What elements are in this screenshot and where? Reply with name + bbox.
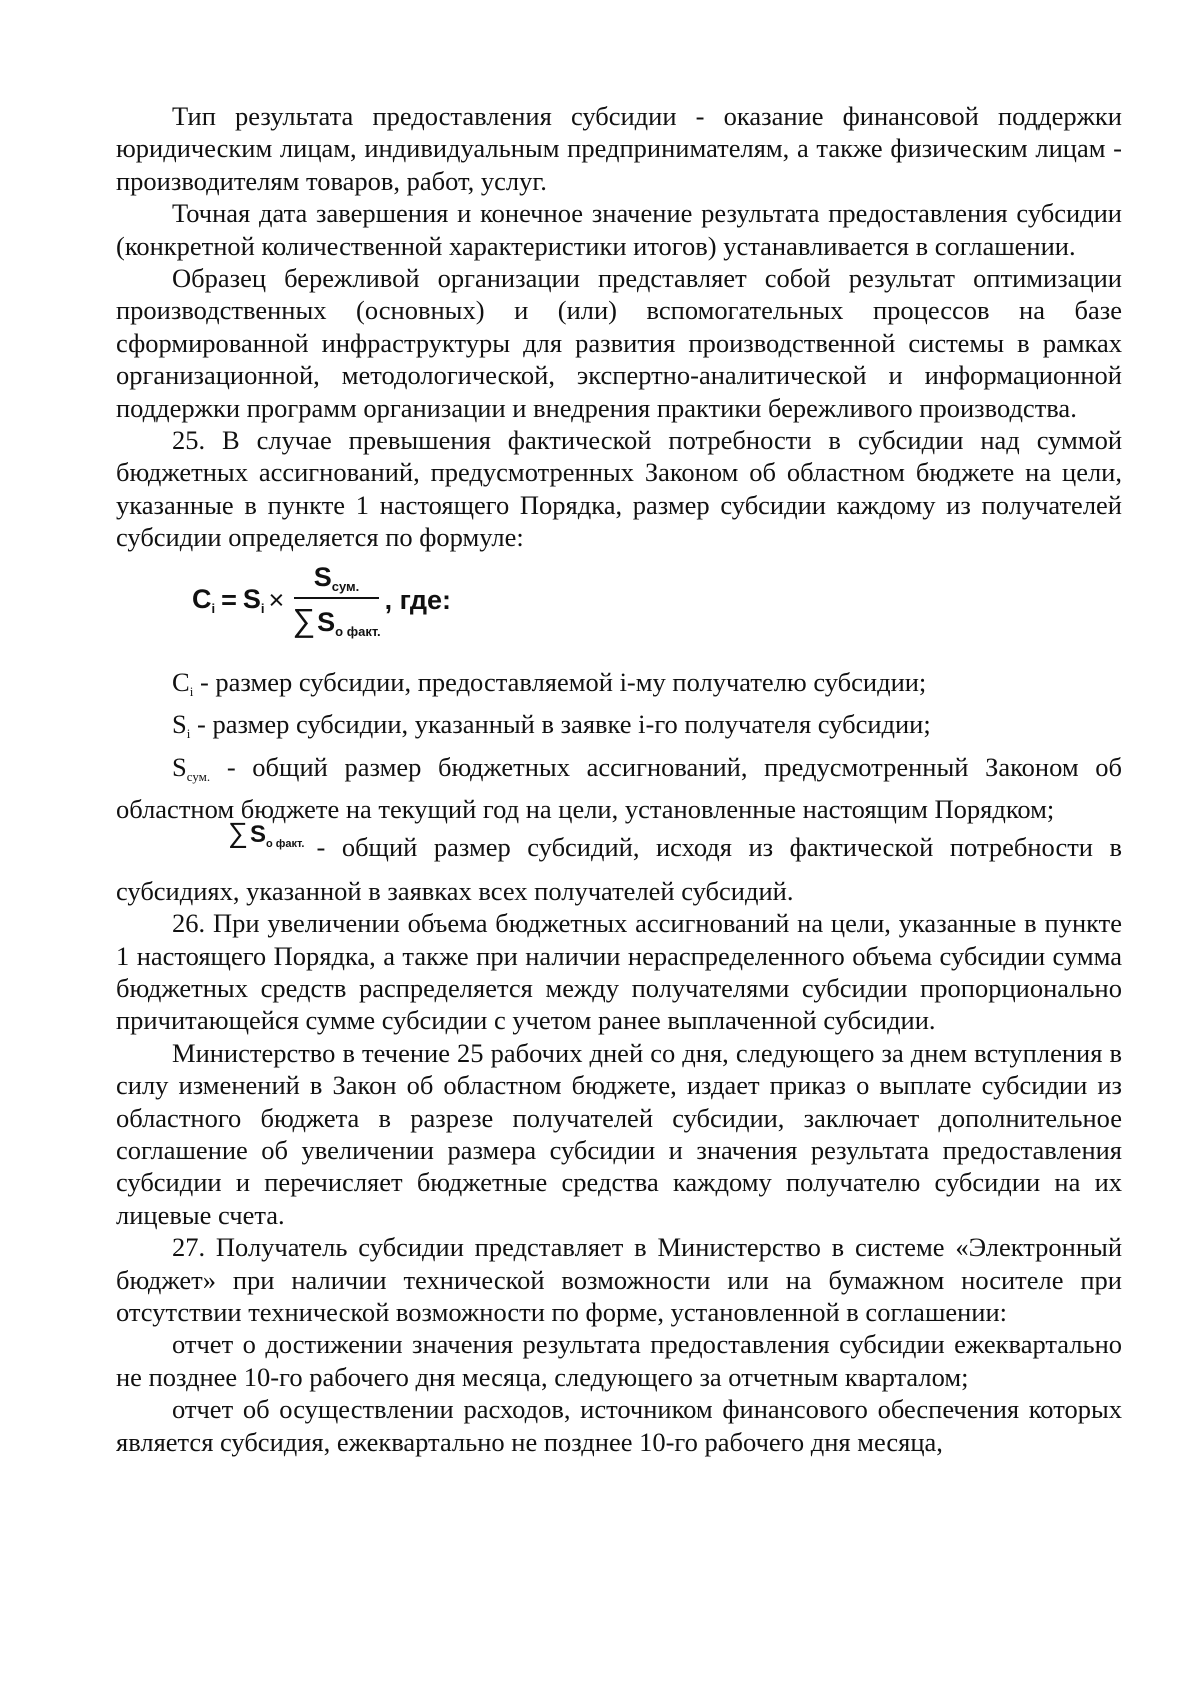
document-page bbox=[116, 100, 1122, 1458]
paragraph-report-result: отчет о достижении значения результата предоставления субсидии ежеквартально не позднее 10-го рабочего дня месяца, следующего за отчетным кварталом; bbox=[116, 1329, 1122, 1392]
formula-lhs: $C_i$ bbox=[192, 584, 216, 617]
formula-denominator: $\sum S_{о факт.}$ bbox=[292, 601, 381, 639]
formula-suffix: , где: bbox=[384, 585, 452, 616]
definition-sum-fact: $\sum S_{о факт.}$ - общий размер субсидий, исходя из фактической потребности в субсидиях, указанной в заявках всех получателей субсидий. bbox=[116, 817, 1122, 906]
formula-times: × bbox=[268, 585, 285, 616]
paragraph-lean-model: Образец бережливой организации представляет собой результат оптимизации производственных (основных) и (или) вспомогательных процессов на базе сформированной инфраструктуры для развития производственной системы в рамках организационной, методологической, экспертно-аналитической и информационной поддержки программ организации и внедрения практики бережливого производства. bbox=[116, 263, 1122, 423]
paragraph-ministry: Министерство в течение 25 рабочих дней со дня, следующего за днем вступления в силу изменений в Закон об областном бюджете, издает приказ о выплате субсидии из областного бюджета в разрезе получателей субсидии, заключает дополнительное соглашение об увеличении размера субсидии и значения результата предоставления субсидии и перечисляет бюджетные средства каждому получателю субсидии на их лицевые счета. bbox=[116, 1037, 1122, 1230]
formula-numerator: $S_{сум.}$ bbox=[294, 564, 380, 599]
subsidy-formula bbox=[192, 561, 452, 639]
sum-fact-symbol: $\sum S_{о факт.}$ bbox=[228, 817, 305, 851]
definition-ssum: $S_{сум.}$ - общий размер бюджетных ассигнований, предусмотренный Законом об областном бюджете на текущий год на цели, установленные настоящим Порядком; bbox=[116, 751, 1122, 824]
formula-si: $S_i$ bbox=[242, 584, 265, 617]
formula-fraction bbox=[292, 561, 381, 639]
formula-equals: = bbox=[221, 585, 237, 616]
paragraph-26: 26. При увеличении объема бюджетных ассигнований на цели, указанные в пункте 1 настоящего Порядка, а также при наличии нераспределенного объема субсидии сумма бюджетных средств распределяется между получателями субсидии пропорционально причитающейся сумме субсидии с учетом ранее выплаченной субсидии. bbox=[116, 908, 1122, 1036]
definition-si: $S_i$ - размер субсидии, указанный в заявке i-го получателя субсидии; bbox=[172, 709, 931, 742]
paragraph-27: 27. Получатель субсидии представляет в Министерство в системе «Электронный бюджет» при наличии технической возможности или на бумажном носителе при отсутствии технической возможности по форме, установленной в соглашении: bbox=[116, 1232, 1122, 1327]
paragraph-25: 25. В случае превышения фактической потребности в субсидии над суммой бюджетных ассигнований, предусмотренных Законом об областном бюджете на цели, указанные в пункте 1 настоящего Порядка, размер субсидии каждому из получателей субсидии определяется по формуле: bbox=[116, 425, 1122, 553]
formula-block bbox=[116, 554, 1122, 666]
paragraph-result-type: Тип результата предоставления субсидии - оказание финансовой поддержки юридическим лицам, индивидуальным предпринимателям, а также физическим лицам - производителям товаров, работ, услуг. bbox=[116, 101, 1122, 196]
paragraph-report-expenses: отчет об осуществлении расходов, источником финансового обеспечения которых является субсидия, ежеквартально не позднее 10-го рабочего дня месяца, bbox=[116, 1394, 1122, 1457]
paragraph-completion-date: Точная дата завершения и конечное значение результата предоставления субсидии (конкретной количественной характеристики итогов) устанавливается в соглашении. bbox=[116, 198, 1122, 261]
definition-ci: $C_i$ - размер субсидии, предоставляемой i-му получателю субсидии; bbox=[172, 666, 927, 699]
